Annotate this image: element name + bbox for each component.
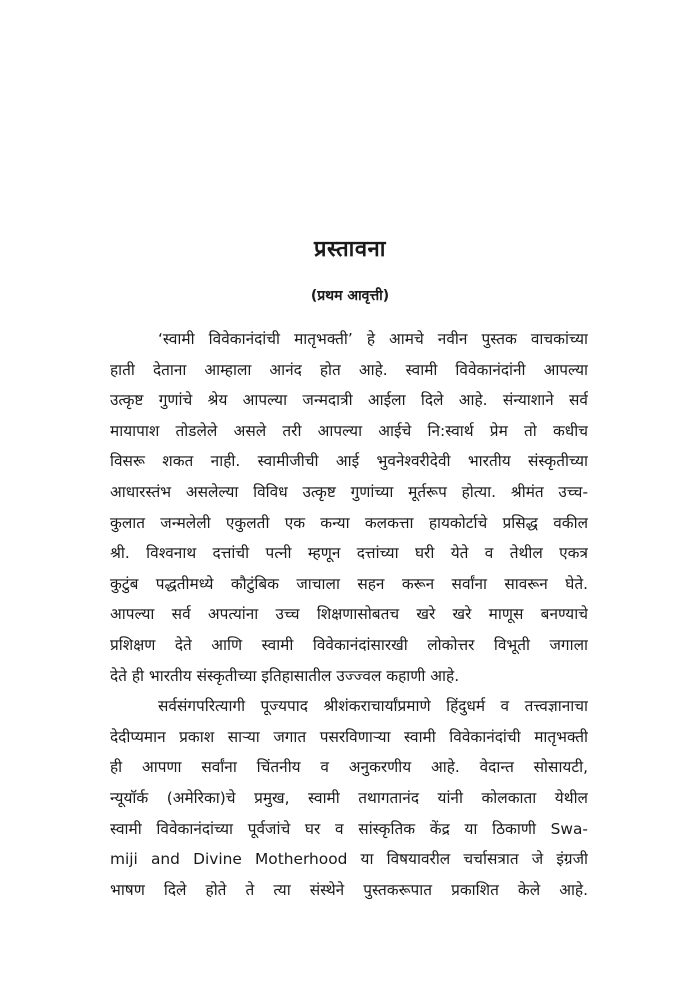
- text-line: स्वामी विवेकानंदांच्या पूर्वजांचे घर व सांस्कृतिक केंद्र या ठिकाणी Swa-: [110, 819, 588, 838]
- text-line: भाषण दिले होते ते त्या संस्थेने पुस्तकरूपात प्रकाशित केले आहे.: [110, 880, 588, 899]
- text-line: प्रशिक्षण देते आणि स्वामी विवेकानंदांसारखी लोकोत्तर विभूती जगाला: [110, 635, 588, 654]
- text-line: कुलात जन्मलेली एकुलती एक कन्या कलकत्ता हायकोर्टाचे प्रसिद्ध वकील: [110, 513, 588, 532]
- text-line: ही आपणा सर्वांना चिंतनीय व अनुकरणीय आहे. वेदान्त सोसायटी,: [110, 758, 588, 777]
- paragraph-1: [110, 324, 588, 691]
- text-line: देते ही भारतीय संस्कृतीच्या इतिहासातील उज्ज्वल कहाणी आहे.: [110, 666, 460, 685]
- text-line: श्री. विश्वनाथ दत्तांची पत्नी म्हणून दत्तांच्या घरी येते व तेथील एकत्र: [110, 544, 588, 563]
- text-line: आपल्या सर्व अपत्यांना उच्च शिक्षणासोबतच खरे खरे माणूस बनण्याचे: [110, 605, 588, 624]
- text-line: देदीप्यमान प्रकाश साऱ्या जगात पसरविणाऱ्या स्वामी विवेकानंदांची मातृभक्ती: [110, 727, 588, 746]
- text-line: ‘स्वामी विवेकानंदांची मातृभक्ती’ हे आमचे नवीन पुस्तक वाचकांच्या: [158, 330, 588, 348]
- text-line: आधारस्तंभ असलेल्या विविध उत्कृष्ट गुणांच्या मूर्तरूप होत्या. श्रीमंत उच्च-: [110, 482, 588, 501]
- text-line: miji and Divine Motherhood या विषयावरील चर्चासत्रात जे इंग्रजी: [110, 850, 588, 869]
- page-subtitle: (प्रथम आवृत्ती): [310, 288, 390, 304]
- page-title: प्रस्तावना: [314, 237, 386, 262]
- text-line: उत्कृष्ट गुणांचे श्रेय आपल्या जन्मदात्री आईला दिले आहे. संन्याशाने सर्व: [110, 391, 588, 410]
- text-line: सर्वसंगपरित्यागी पूज्यपाद श्रीशंकराचार्यांप्रमाणे हिंदुधर्म व तत्त्वज्ञानाचा: [158, 697, 588, 716]
- text-line: हाती देताना आम्हाला आनंद होत आहे. स्वामी विवेकानंदांनी आपल्या: [110, 360, 588, 379]
- text-line: विसरू शकत नाही. स्वामीजीची आई भुवनेश्वरीदेवी भारतीय संस्कृतीच्या: [110, 452, 588, 471]
- text-line: कुटुंब पद्धतीमध्ये कौटुंबिक जाचाला सहन करून सर्वांना सावरून घेते.: [110, 574, 588, 593]
- text-line: मायापाश तोडलेले असले तरी आपल्या आईचे नि:स्वार्थ प्रेम तो कधीच: [110, 421, 588, 440]
- body-text: [110, 324, 588, 905]
- paragraph-2: [110, 691, 588, 905]
- text-line: न्यूयॉर्क (अमेरिका)चे प्रमुख, स्वामी तथागतानंद यांनी कोलकाता येथील: [110, 788, 588, 807]
